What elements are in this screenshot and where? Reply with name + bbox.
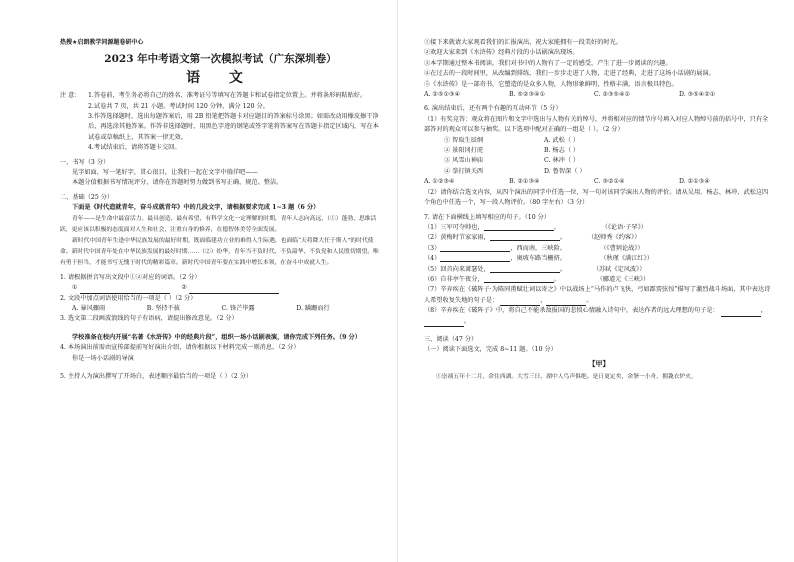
passage-label: 【甲】 [588, 358, 610, 368]
passage-paragraph: 青年——是生命中最富活力、最具创造、最有希望、有科学文化一定理解的时期，青年人志向高远，（①）蓬勃、思维活跃，更应该以积极的态度面对人生和社会，注重自身的修养，在德智体美劳全面发展。 [60, 215, 377, 233]
answer-blank[interactable] [500, 298, 540, 306]
question-7: 7. 请在下面横线上填写相应的句子。（10 分） [424, 213, 550, 221]
q5-choices [424, 90, 774, 100]
question-6-2: （2）请你结合选文内容，从四个演出的同学中任选一位，写一句对该同学演出人物的评价。请从吴用、杨志、林冲、武松这四个角色中任选一个，写一段人物评价。（80 字左右）（3 分） [424, 188, 769, 207]
notes-block [60, 91, 381, 153]
opening-sentence: ④在过去的一段时间里，从改编到排练，我们一步步走进了人物，走进了经典，走进了这场小话剧的展演。 [424, 70, 715, 78]
poem-row: （3） ，西而南，三峡险。 （《曹刿论战》） [424, 244, 644, 252]
poem-row: （4） ，奥坡车路当栅挤。 （秋瑾《满江红》） [424, 255, 653, 263]
watermark-text: 热搜★启朗教学同源题卷研中心 [60, 39, 144, 46]
section-1-heading: 一、书写（3 分） [60, 158, 110, 166]
poem-row: （2）黄梅时节家家雨， 。 （赵师秀《约客》） [424, 234, 641, 242]
opening-sentence: ①接下来就请大家观看我们的汇报演出，祝大家能拥有一段美好的时光。 [424, 39, 622, 46]
pair-row: ② 景阳冈打虎 B. 杨志（ ） [444, 147, 580, 155]
question-group-intro: 下面是《时代造就青年，奋斗成就青年》中的几段文字，请根据要求完成 1~3 题（6 分） [72, 204, 320, 212]
section-2-heading: 二、基础（25 分） [60, 193, 114, 201]
choice-b[interactable]: B. ②①③④ [509, 178, 540, 186]
reading-heading: 三、阅读（47 分） [424, 335, 478, 343]
answer-blank[interactable] [440, 254, 510, 262]
question-7-8: （8）辛弃疾在《破阵子》中，将自己不能杀敌报国的悲愤心情融入诗句中，表达作者的远大理想的句子是： ，。 [424, 306, 774, 327]
question-1: 1. 请根据拼音写出文段中①②对应的词语。（2 分） [60, 273, 201, 281]
matching-pairs [424, 136, 774, 178]
answer-blank[interactable] [440, 244, 510, 252]
opening-sentence: ③本学期通过整本书阅读，我们对书中的人物有了一定的感受，产生了进一步阅读的兴趣。 [424, 59, 672, 67]
question-group-2-intro: 学校准备在校内开展“名著《水浒传》中的经典片段”，组织一场小话剧表演，请你完成下列任务。（9 分） [72, 333, 361, 341]
question-5: 5. 主持人为演出撰写了开场白，表述顺序最恰当的一项是（ ）（2 分） [60, 372, 253, 380]
section-1-text: 见字如面，写一笔好字，贯心很目，让我们一起在文字中徜徉吧—— [72, 169, 258, 177]
q4-sub: 你是一场小话剧的导演 [72, 354, 134, 362]
choice-c[interactable]: C. ③②①④ [594, 178, 625, 186]
choice-c[interactable]: C. 锋芒毕露 [221, 304, 255, 312]
section-1-text-2: 本题分值根据书写情况评分，请你在答题时努力做到书写正确、规范、整洁。 [72, 179, 283, 187]
notes-label: 注 意： [60, 92, 81, 100]
poem-row: （1）三军可夺帅也， 。 （《论语·子罕》） [424, 223, 647, 231]
q1-answer-blanks: ① ② [60, 283, 381, 293]
right-page [397, 0, 794, 562]
question-4: 4. 本场演出前需由宣传部提前写好演出介绍，请你根据以下材料完成一则消息。（2 分） [60, 344, 300, 352]
choice-d[interactable]: D. ③⑤④②① [679, 91, 716, 99]
choice-d[interactable]: D. ②①③④ [679, 178, 710, 186]
choice-a[interactable]: A. ①②③④ [424, 178, 455, 186]
choice-b[interactable]: B. ⑤②③④① [509, 91, 546, 99]
q6-choices [424, 177, 774, 187]
question-6-1: （1）有奖竞答：观众将在图片和文字中选出与人物有关的绰号，并将相对应的情节序号填入对应人物绰号前的括号中，只有全部答对的观众可以参与抽奖。以下选项中配对正确的一组是（ ）。（2 分） [424, 115, 769, 134]
passage-paragraph: 新时代中国青年生逢中华民族发展的最好时期，既面临建功立业的难得人生际遇，也面临“天将降大任于斯人”的时代使命。新时代中国青年处在中华民族发展的最好时期……（②）纷华，青年当不负时代、不负韶华、不负党和人民殷切期望。唯有勇于担当，才能书写无愧于时代的精彩篇章。新时代中国青年要在实践中增长本领，在奋斗中成就人生。 [60, 237, 379, 266]
note-item: 4.考试结束后，请将答题卡交回。 [88, 144, 181, 152]
answer-blank[interactable] [484, 223, 554, 231]
exam-title: 2023 年中考语文第一次模拟考试（广东深圳卷） [104, 53, 337, 66]
answer-blank[interactable] [424, 319, 464, 327]
note-item: 2.试卷共 7 页，共 21 小题。考试时间 120 分钟，满分 120 分。 [88, 102, 269, 110]
answer-blank[interactable] [721, 309, 761, 317]
answer-blank[interactable] [490, 265, 560, 273]
opening-sentence: ⑤《水浒传》是一部奇书，它塑造的是众多人物，人物形象鲜明，性格丰满，语言极具特色。 [424, 80, 678, 88]
choice-c[interactable]: C. ②③⑤④① [594, 91, 631, 99]
note-item: 1.答卷前，考生务必将自己的姓名、准考证号等填写在答题卡和试卷指定位置上。并将条形码粘贴好。 [88, 92, 367, 100]
note-item: 3.作答选择题时，选出每题答案后，用 2B 铅笔把答题卡对应题目的答案标号涂黑；如需改动用橡皮擦干净后，再选涂其他答案。作答非选择题时，用黑色字迹的钢笔或签字笔将答案写在答题卡指定区域内，写在本试卷或草稿纸上，其答案一律无效。 [88, 113, 379, 141]
question-6: 6. 演出结束后，还有两个有趣的互动环节（5 分） [424, 105, 562, 113]
choice-a[interactable]: A. ②⑤①③④ [424, 91, 461, 99]
answer-blank[interactable] [490, 233, 560, 241]
answer-blank[interactable] [546, 298, 586, 306]
reading-subheading: （一）阅读下面选文，完成 8~11 题。（10 分） [424, 346, 557, 354]
pair-row: ③ 风雪山神庙 C. 林冲（ ） [444, 157, 580, 165]
subject-title: 语 文 [186, 69, 255, 86]
poem-row: （5）回首向来萧瑟处， 。 （苏轼《定风波》） [424, 265, 646, 273]
opening-sentence: ②欢迎大家来到《水浒传》经典片段的小话剧演出现场。 [424, 49, 579, 57]
choice-b[interactable]: B. 坚持不拔 [146, 304, 180, 312]
q2-choices [60, 304, 381, 314]
pair-row: ④ 拳打镇关西 D. 鲁智深（ ） [444, 167, 586, 175]
question-3: 3. 选文第二段画波浪线的句子有语病，请提出修改意见。（2 分） [60, 315, 238, 323]
answer-blank[interactable] [189, 286, 279, 294]
choice-d[interactable]: D. 蹒跚而行 [296, 304, 330, 312]
reading-passage: ①崇祯五年十二月，余住西湖。大雪三日，湖中人鸟声俱绝。是日更定矣，余拏一小舟，拥毳衣炉火， [436, 374, 697, 381]
poem-row: （6）自非亭午夜分， 。 （郦道元《三峡》） [424, 275, 650, 283]
answer-blank[interactable] [80, 286, 170, 294]
question-7-7: （7）辛弃疾在《破阵子·为陈同甫赋壮词以寄之》中以战场上“马作的卢飞快，弓如霹雳弦惊”描写了激烈战斗场面，其中表达诗人希望收复失地的句子是： ， 。 [424, 285, 774, 306]
pair-row: ① 智取生辰纲 A. 武松（ ） [444, 136, 580, 144]
question-2: 2. 文段中加点词语使用恰当的一项是（ ）（2 分） [60, 294, 197, 302]
answer-blank[interactable] [484, 275, 554, 283]
choice-a[interactable]: A. 暴风骤雨 [72, 304, 106, 312]
